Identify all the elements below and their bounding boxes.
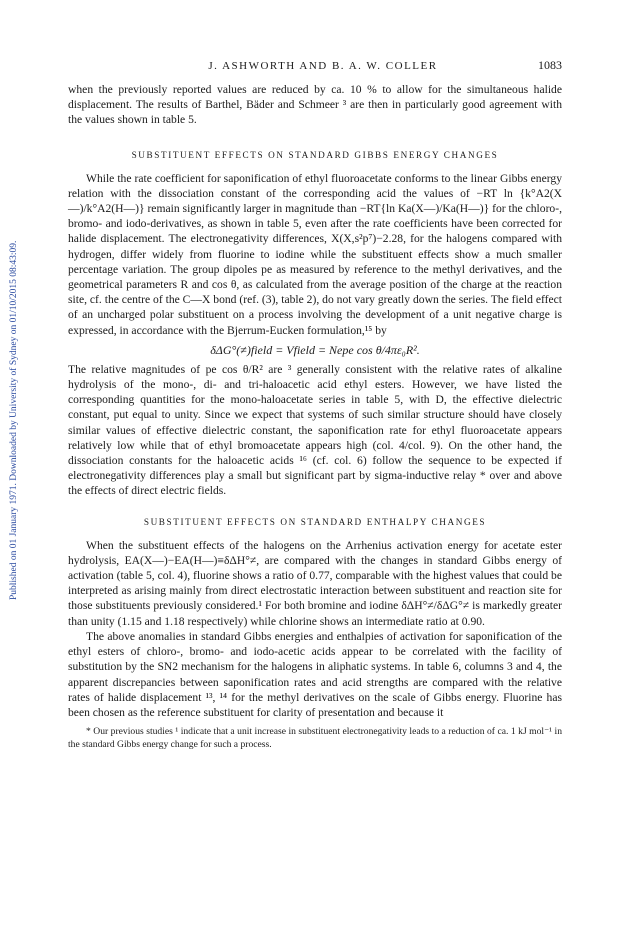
enthalpy-paragraph-2: The above anomalies in standard Gibbs energies and enthalpies of activation for saponification of the ethyl esters of chloro-, bromo- and iodo-acetic acids appear to be correlated with the facility of substitution by the SN2 mechanism for the halogens in aliphatic systems. In table 6, columns 3 and 4, the apparent discrepancies between saponification rates and acid strengths are compared with the relative rates of halide displacement ¹³, ¹⁴ for the methyl derivatives on the scale of Gibbs energy. Fluorine has been chosen as the reference substituent for clarity of presentation and because it — [68, 629, 562, 719]
field-effect-equation: δΔG°(≠)field = Vfield = Nepe cos θ/4πε₀R². — [210, 342, 420, 357]
running-header — [68, 58, 562, 76]
enthalpy-paragraph-1: When the substituent effects of the halogens on the Arrhenius activation energy for acetate ester hydrolysis, EA(X—)−EA(H—)≡δΔH°≠, are compared with the changes in standard Gibbs energy of activation (table 5, col. 4), fluorine shows a ratio of 0.77, comparable with the highest values that could be interpreted as arising mainly from direct electrostatic interaction between substituent and reaction site for those substituents previously considered.¹ For both bromine and iodine δΔH°≠/δΔG°≠ is markedly greater than unity (1.15 and 1.18 respectively) while chlorine shows an intermediate ratio at 0.90. — [68, 538, 562, 628]
download-watermark — [0, 0, 22, 936]
footnote: * Our previous studies ¹ indicate that a unit increase in substituent electronegativity leads to a reduction of ca. 1 kJ mol⁻¹ in the standard Gibbs energy change for such a process. — [68, 726, 562, 750]
running-header-authors: J. ASHWORTH AND B. A. W. COLLER — [208, 60, 438, 72]
page-number: 1083 — [538, 58, 562, 72]
section-heading-gibbs: SUBSTITUENT EFFECTS ON STANDARD GIBBS ENERGY CHANGES — [131, 149, 499, 160]
section-heading-enthalpy: SUBSTITUENT EFFECTS ON STANDARD ENTHALPY CHANGES — [143, 516, 487, 527]
gibbs-paragraph-2: The relative magnitudes of pe cos θ/R² are ³ generally consistent with the relative rates of alkaline hydrolysis of the mono-, di- and tri-haloacetic acid ethyl esters. However, we have listed the corresponding quantities for the mono-haloacetate series in table 5, with D, the effective dielectric constant, put equal to unity. Since we expect that systems of such similar structure should have closely similar values of effective dielectric constant, the saponification rate for ethyl fluoroacetate appears relatively low while that of ethyl bromoacetate appears high (col. 4/col. 9). On the other hand, the dissociation constants for the haloacetic acids ¹⁶ (cf. col. 6) follow the sequence to be expected if electronegativity differences play a small but significant part by sigma-inductive relay * over and above the effects of direct electric fields. — [68, 362, 562, 498]
gibbs-paragraph-1: While the rate coefficient for saponification of ethyl fluoroacetate conforms to the linear Gibbs energy relation with the dissociation constant of the corresponding acid the values of −RT ln {k°A2(X—)/k°A2(H—)} remain significantly larger in magnitude than −RT{ln Ka(X—)/Ka(H—)} for the chloro-, bromo- and iodo-derivatives, as shown in table 5, even after the rate coefficients have been corrected for halide displacement. The electronegativity differences, X(X,s²p⁷)−2.28, for the halogens compared with hydrogen, differ widely from fluorine to iodine while the substituent effects show a much smaller percentage variation. The group dipoles pe as measured by reference to the methyl derivatives, and the geometrical parameters R and cos θ, as calculated from the average position of the charge at the reaction site, cf. the centre of the C—X bond (ref. (3), table 2), do not vary greatly down the series. The field effect of an uncharged polar substituent on a process involving the development of a unit negative charge is expressed, in accordance with the Bjerrum-Eucken formulation,¹⁵ by — [68, 171, 562, 337]
intro-paragraph: when the previously reported values are reduced by ca. 10 % to allow for the simultaneous halide displacement. The results of Barthel, Bäder and Schmeer ³ are then in particularly good agreement with the values shown in table 5. — [68, 83, 562, 127]
download-watermark-text: Published on 01 January 1971. Downloaded by University of Sydney on 01/10/2015 08:43:09. — [9, 240, 19, 600]
paper-page — [68, 58, 562, 751]
